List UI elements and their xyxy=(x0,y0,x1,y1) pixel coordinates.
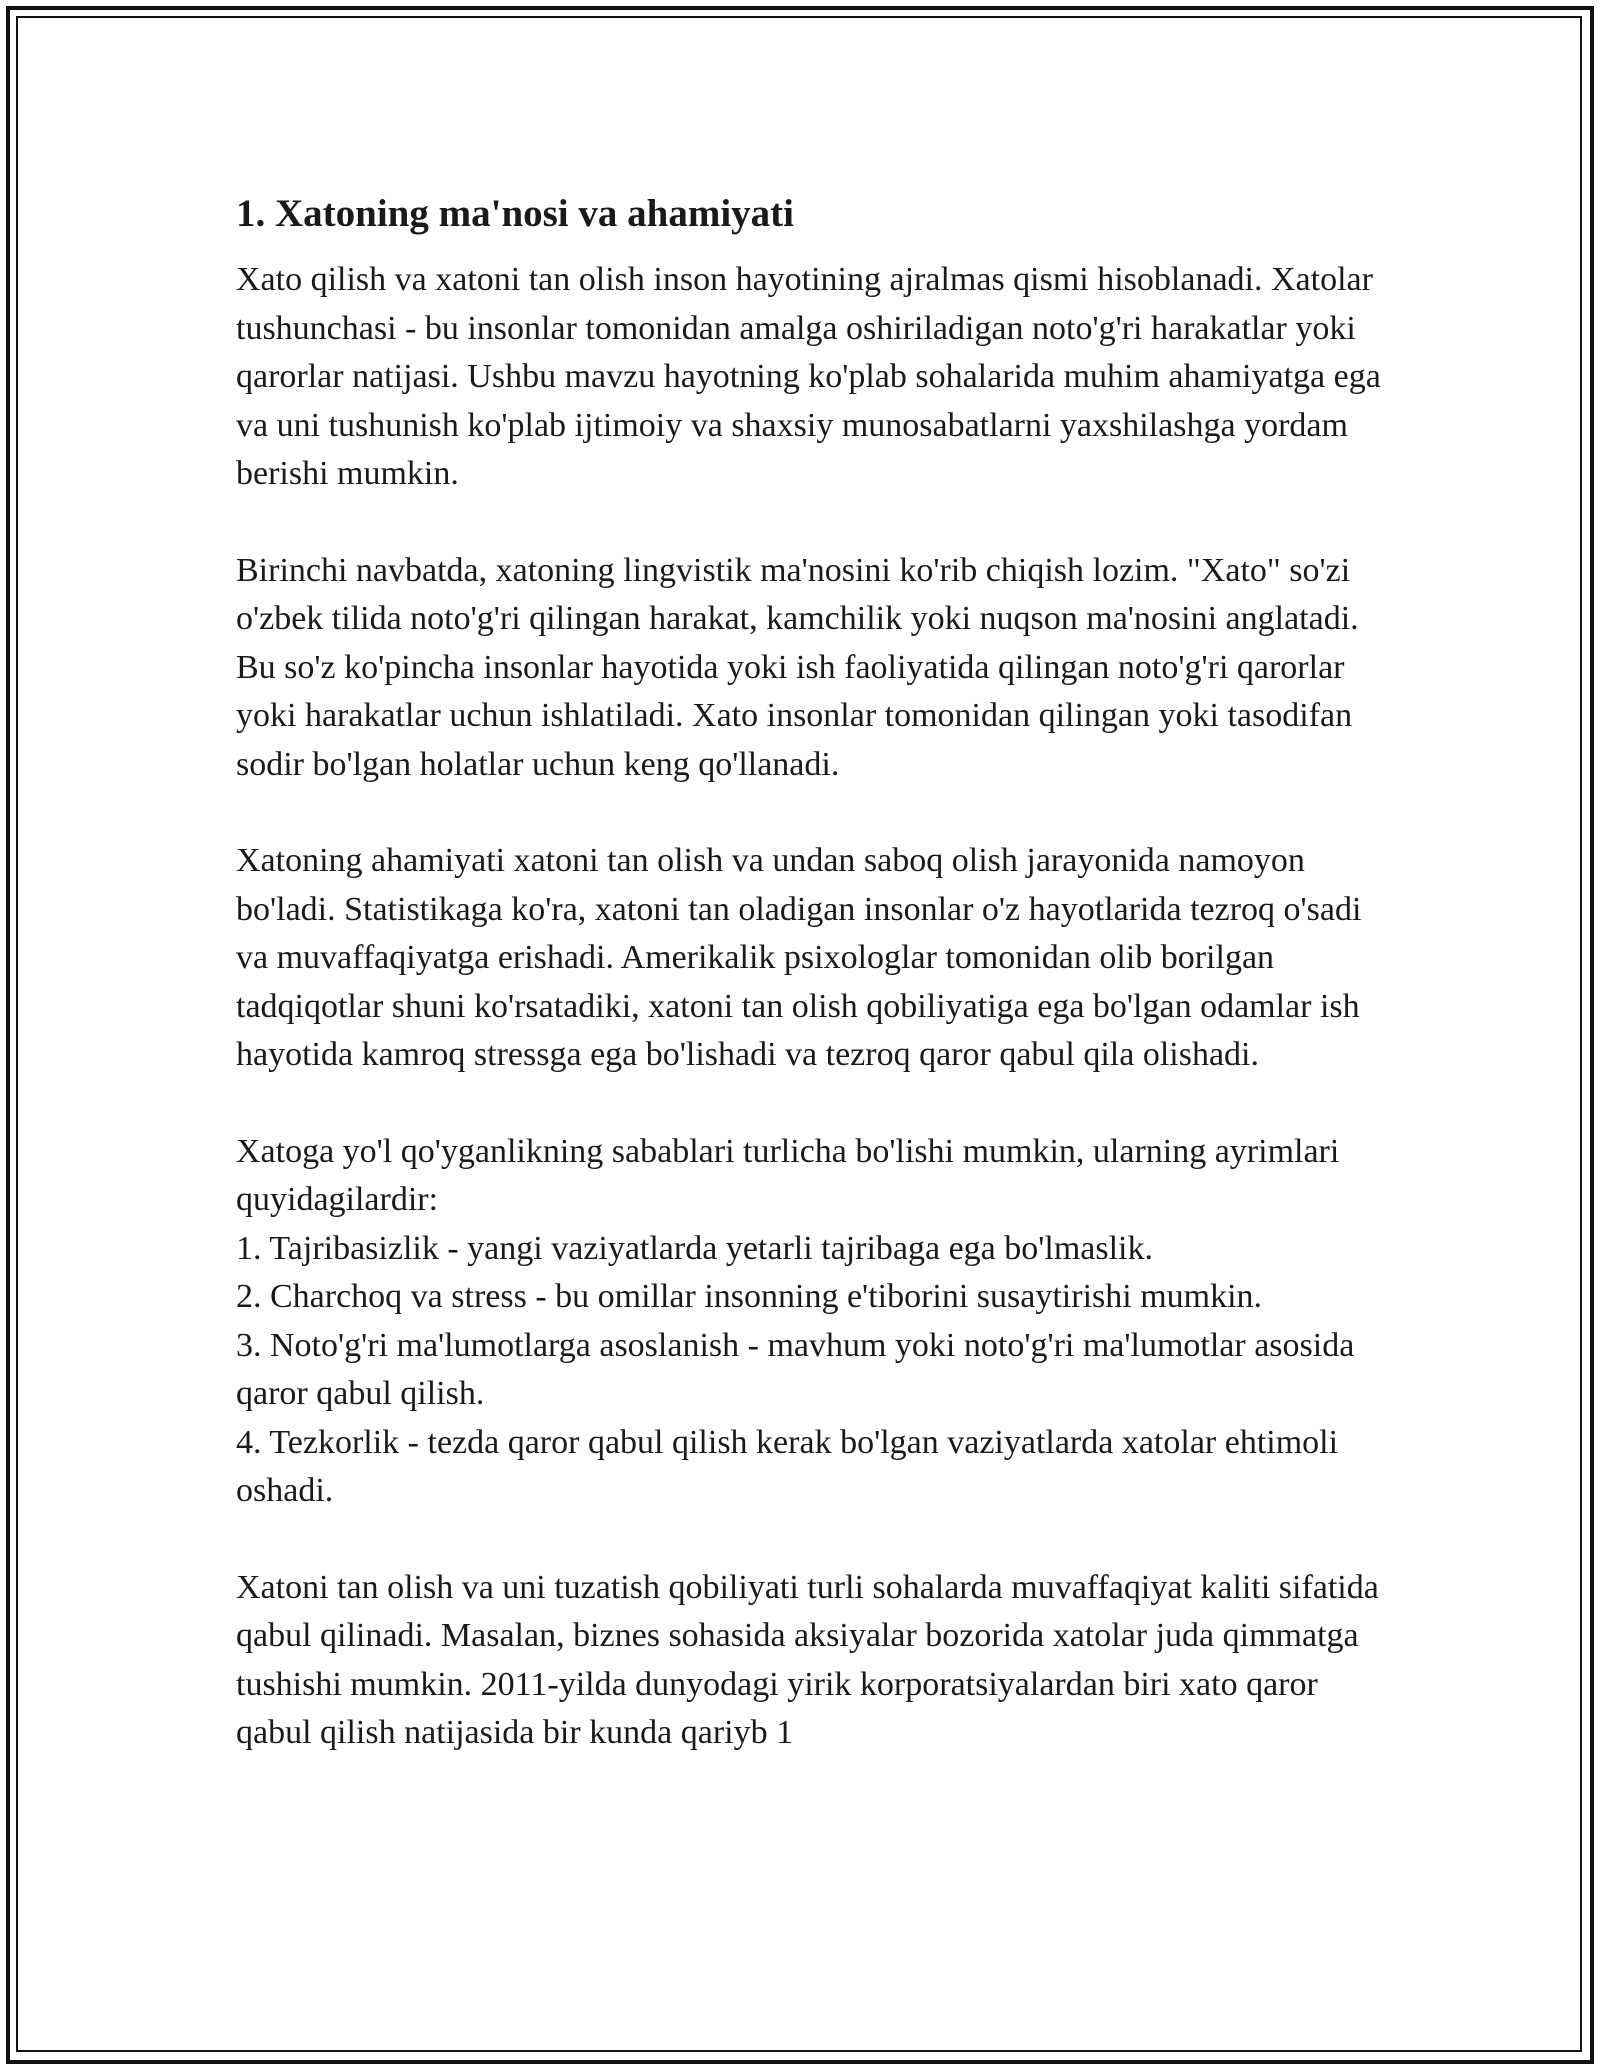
paragraph-1: Xato qilish va xatoni tan olish inson hayotining ajralmas qismi hisoblanadi. Xatolar tushunchasi - bu insonlar tomonidan amalga oshiriladigan noto'g'ri harakatlar yoki qarorlar natijasi. Ushbu mavzu hayotning ko'plab sohalarida muhim ahamiyatga ega va uni tushunish ko'plab ijtimoiy va shaxsiy munosabatlarni yaxshilashga yordam berishi mumkin. xyxy=(236,261,1381,492)
document-body xyxy=(236,188,1386,1806)
section-heading: 1. Xatoning ma'nosi va ahamiyati xyxy=(236,192,794,235)
list-item: 3. Noto'g'ri ma'lumotlarga asoslanish - mavhum yoki noto'g'ri ma'lumotlar asosida qaror qabul qilish. xyxy=(236,1326,1355,1412)
list-item: 4. Tezkorlik - tezda qaror qabul qilish kerak bo'lgan vaziyatlarda xatolar ehtimoli oshadi. xyxy=(236,1423,1339,1509)
paragraph-final: Xatoni tan olish va uni tuzatish qobiliyati turli sohalarda muvaffaqiyat kaliti sifatida qabul qilinadi. Masalan, biznes sohasida aksiyalar bozorida xatolar juda qimmatga tushishi mumkin. 2011-yilda dunyodagi yirik korporatsiyalardan biri xato qaror qabul qilish natijasida bir kunda qariyb 1 xyxy=(236,1568,1379,1751)
list-intro: Xatoga yo'l qo'yganlikning sabablari turlicha bo'lishi mumkin, ularning ayrimlari quyidagilardir: xyxy=(236,1132,1340,1218)
causes-list xyxy=(236,1128,1386,1516)
list-item: 1. Tajribasizlik - yangi vaziyatlarda yetarli tajribaga ega bo'lmaslik. xyxy=(236,1229,1154,1267)
paragraph-2: Birinchi navbatda, xatoning lingvistik ma'nosini ko'rib chiqish lozim. "Xato" so'zi o'zbek tilida noto'g'ri qilingan harakat, kamchilik yoki nuqson ma'nosini anglatadi. Bu so'z ko'pincha insonlar hayotida yoki ish faoliyatida qilingan noto'g'ri qarorlar yoki harakatlar uchun ishlatiladi. Xato insonlar tomonidan qilingan yoki tasodifan sodir bo'lgan holatlar uchun keng qo'llanadi. xyxy=(236,551,1359,783)
list-item: 2. Charchoq va stress - bu omillar insonning e'tiborini susaytirishi mumkin. xyxy=(236,1278,1263,1315)
paragraph-3: Xatoning ahamiyati xatoni tan olish va undan saboq olish jarayonida namoyon bo'ladi. Statistikaga ko'ra, xatoni tan oladigan insonlar o'z hayotlarida tezroq o'sadi va muvaffaqiyatga erishadi. Amerikalik psixologlar tomonidan olib borilgan tadqiqotlar shuni ko'rsatadiki, xatoni tan olish qobiliyatiga ega bo'lgan odamlar ish hayotida kamroq stressga ega bo'lishadi va tezroq qaror qabul qila olishadi. xyxy=(236,842,1362,1073)
